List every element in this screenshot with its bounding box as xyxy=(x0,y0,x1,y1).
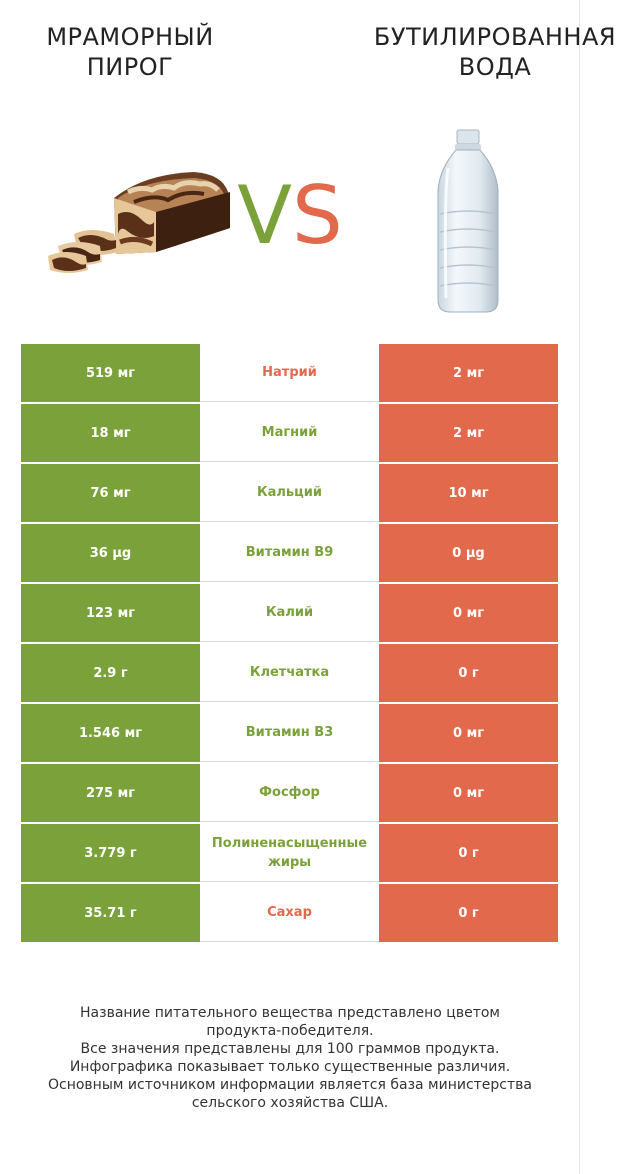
footnote-line: сельского хозяйства США. xyxy=(191,1095,389,1111)
nutrient-label: Сахар xyxy=(267,905,312,920)
left-value: 3.779 г xyxy=(21,824,200,882)
footnote-line: Все значения представлены для 100 граммов продукта. xyxy=(80,1041,500,1057)
table-row xyxy=(21,644,558,702)
right-title-line-2: ВОДА xyxy=(458,53,532,81)
nutrient-label: Клетчатка xyxy=(249,665,330,680)
nutrient-name xyxy=(200,524,379,582)
nutrient-label: Магний xyxy=(261,425,318,440)
left-value: 123 мг xyxy=(21,584,200,642)
right-value: 0 г xyxy=(379,824,558,882)
left-product-title xyxy=(18,22,242,82)
right-title-line-1: БУТИЛИРОВАННАЯ xyxy=(373,23,617,51)
right-value: 0 г xyxy=(379,884,558,942)
nutrient-label: Кальций xyxy=(257,485,322,500)
footnote-line: Основным источником информации является база министерства xyxy=(48,1077,532,1093)
table-row xyxy=(21,524,558,582)
left-title-line-1: МРАМОРНЫЙ xyxy=(46,23,214,51)
nutrient-name xyxy=(200,464,379,522)
table-row xyxy=(21,884,558,942)
left-value: 1.546 мг xyxy=(21,704,200,762)
table-row xyxy=(21,464,558,522)
right-value: 0 мг xyxy=(379,704,558,762)
vs-label xyxy=(228,168,352,264)
nutrient-name xyxy=(200,764,379,822)
left-title-line-2: ПИРОГ xyxy=(86,53,174,81)
right-product-title xyxy=(362,22,625,82)
left-value: 2.9 г xyxy=(21,644,200,702)
table-row xyxy=(21,584,558,642)
nutrient-name xyxy=(200,404,379,462)
nutrient-name xyxy=(200,644,379,702)
nutrient-label: Витамин B3 xyxy=(245,725,334,740)
vs-letter-s: S xyxy=(291,169,343,262)
table-row xyxy=(21,704,558,762)
footnote-line: Инфографика показывает только существенные различия. xyxy=(69,1059,511,1075)
left-value: 36 µg xyxy=(21,524,200,582)
nutrient-name xyxy=(200,704,379,762)
table-row xyxy=(21,344,558,402)
left-value: 275 мг xyxy=(21,764,200,822)
right-value: 0 µg xyxy=(379,524,558,582)
table-row xyxy=(21,764,558,822)
nutrient-label: Калий xyxy=(265,605,314,620)
frame-border xyxy=(579,0,580,1174)
nutrient-label: Фосфор xyxy=(259,785,320,800)
water-bottle-image xyxy=(430,128,506,314)
left-value: 519 мг xyxy=(21,344,200,402)
vs-letter-v: V xyxy=(237,169,292,262)
comparison-table xyxy=(21,344,558,944)
nutrient-label: Натрий xyxy=(262,365,317,380)
marble-cake-image xyxy=(44,168,234,278)
left-value: 18 мг xyxy=(21,404,200,462)
footnote-line: Название питательного вещества представлено цветом xyxy=(80,1005,500,1021)
nutrient-name xyxy=(200,824,379,882)
table-row xyxy=(21,404,558,462)
right-value: 10 мг xyxy=(379,464,558,522)
right-value: 2 мг xyxy=(379,344,558,402)
footnote xyxy=(0,1004,580,1112)
table-row xyxy=(21,824,558,882)
right-value: 0 г xyxy=(379,644,558,702)
right-value: 2 мг xyxy=(379,404,558,462)
nutrient-name xyxy=(200,344,379,402)
nutrient-label: Полиненасыщенные жиры xyxy=(211,835,368,870)
footnote-line: продукта-победителя. xyxy=(206,1023,374,1039)
left-value: 35.71 г xyxy=(21,884,200,942)
left-value: 76 мг xyxy=(21,464,200,522)
nutrient-label: Витамин B9 xyxy=(245,545,334,560)
nutrient-name xyxy=(200,884,379,942)
right-value: 0 мг xyxy=(379,584,558,642)
right-value: 0 мг xyxy=(379,764,558,822)
nutrient-name xyxy=(200,584,379,642)
